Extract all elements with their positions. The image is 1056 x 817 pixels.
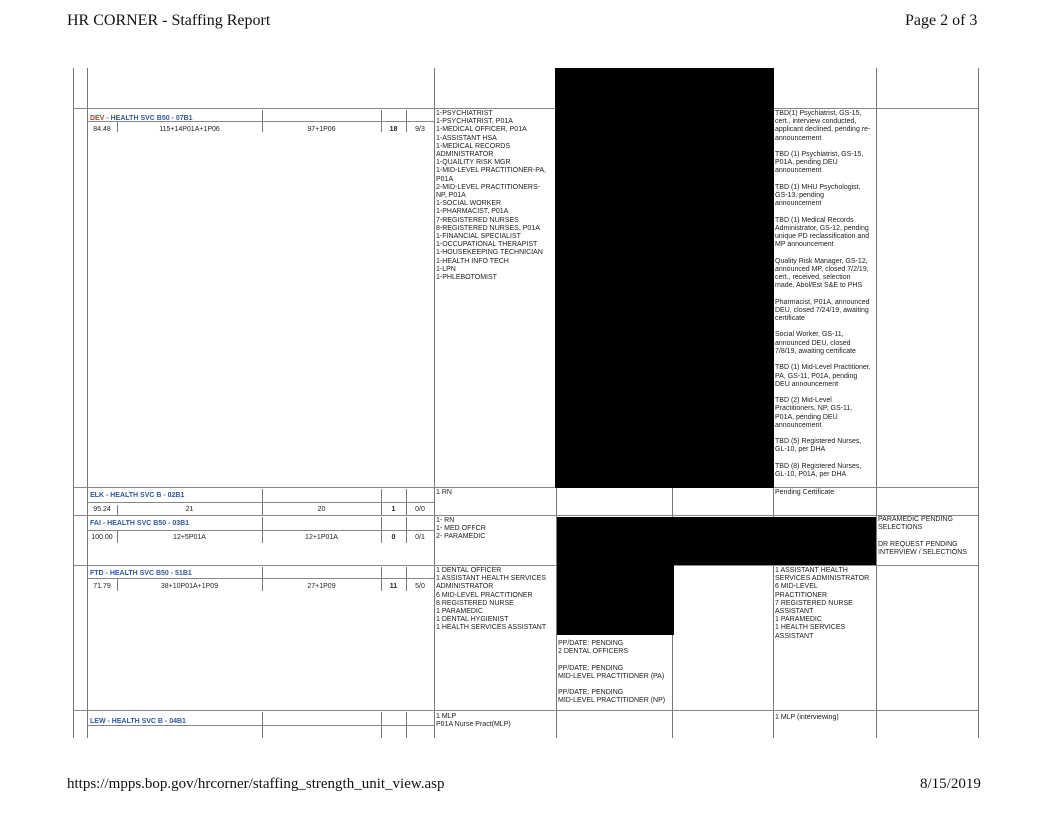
page-number: Page 2 of 3 <box>905 12 978 29</box>
row-line <box>73 710 978 711</box>
positions-list: 1-PSYCHIATRIST 1-PSYCHIATRIST, P01A 1-MEDICAL OFFICER, P01A 1-ASSISTANT HSA 1-MEDICAL RECORDS ADMINISTRATOR 1-QUAILITY RISK MGR 1-MID-LEVEL PRACTITIONER-PA, P01A 2-MID-LEVEL PRACTITIONERS- NP, P01A 1-SOCIAL WORKER 1-PHARMACIST, P01A 7-REGISTERED NURSES 8-REGISTERED NURSES, P01A 1-FINANCIAL SPECIALIST 1-OCCUPATIONAL THERAPIST 1-HOUSEKEEPING TECHNICIAN 1-HEALTH INFO TECH 1-LPN 1-PHLEBOTOMIST <box>436 110 547 282</box>
cell-value: 115+14P01A+1P06 <box>159 126 220 133</box>
unit-name: ELK - HEALTH SVC B - 02B1 <box>90 492 185 499</box>
cell-value: 21 <box>185 506 194 513</box>
footer-date: 8/15/2019 <box>920 776 981 792</box>
row-line <box>73 108 978 109</box>
positions-list: 1- RN 1- MED OFFCR 2- PARAMEDIC <box>436 517 486 541</box>
col-line <box>876 68 877 738</box>
cell-value: 1 <box>391 506 396 513</box>
positions-list: 1 DENTAL OFFICER 1 ASSISTANT HEALTH SERVICES ADMINISTRATOR 6 MID-LEVEL PRACTITIONER 8 REGISTERED NURSE 1 PARAMEDIC 1 DENTAL HYGIENIST 1 HEALTH SERVICES ASSISTANT <box>436 567 547 632</box>
footer-url: https://mpps.bop.gov/hrcorner/staffing_strength_unit_view.asp <box>67 776 445 792</box>
col-line <box>73 68 74 738</box>
cell-value: 100.00 <box>91 534 113 541</box>
cell-value: 0/1 <box>415 534 425 541</box>
row-line <box>73 565 978 566</box>
cell-value: 27+1P09 <box>307 583 336 590</box>
status-text: 1 ASSISTANT HEALTH SERVICES ADMINISTRATOR 6 MID-LEVEL PRACTITIONER 7 REGISTERED NURSE ASSISTANT 1 PARAMEDIC 1 HEALTH SERVICES ASSISTANT <box>775 567 870 640</box>
cell-value: 11 <box>389 583 398 590</box>
unit-name: FAI - HEALTH SVC B50 - 03B1 <box>90 520 190 527</box>
unit-name: LEW - HEALTH SVC B - 04B1 <box>90 718 186 725</box>
notes-text: PARAMEDIC PENDING SELECTIONS DR REQUEST PENDING INTERVIEW / SELECTIONS <box>878 516 967 556</box>
positions-list: 1 RN <box>436 489 452 496</box>
cell-value: 12+1P01A <box>305 534 338 541</box>
col-line <box>434 68 435 738</box>
row-line <box>87 530 434 531</box>
cell-value: 0/0 <box>415 506 425 513</box>
row-line <box>87 578 434 579</box>
cell-value: 38+10P01A+1P09 <box>160 583 219 590</box>
redaction-block <box>557 517 876 565</box>
row-line <box>87 502 434 503</box>
cell-value: 9/3 <box>415 126 425 133</box>
cell-value: 12+5P01A <box>173 534 206 541</box>
cell-value: 95.24 <box>93 506 111 513</box>
col-line <box>87 68 88 738</box>
row-line <box>73 487 978 488</box>
unit-name: FTD - HEALTH SVC B50 - 51B1 <box>90 570 192 577</box>
cell-value: 97+1P06 <box>307 126 336 133</box>
redaction-block <box>555 68 774 488</box>
report-title: HR CORNER - Staffing Report <box>67 12 271 29</box>
cell-value: 84.48 <box>93 126 111 133</box>
cell-value: 18 <box>389 126 398 133</box>
status-text: 1 MLP (interviewing) <box>775 714 839 721</box>
row-line <box>87 725 434 726</box>
unit-name: DEV - HEALTH SVC B50 - 07B1 <box>90 115 193 122</box>
redaction-block <box>557 565 674 635</box>
col-line <box>978 68 979 738</box>
status-text: Pending Certificate <box>775 489 835 496</box>
cell-value: 5/0 <box>415 583 425 590</box>
cell-value: 0 <box>391 534 396 541</box>
status-text: TBD(1) Psychiatrist, GS-15, cert., interview conducted, applicant declined, pending re- announcement TBD (1) Psychiatrist, GS-15, P01A, pending DEU announcement TBD (1) MHU Psychologist, GS-13, pending announcement TBD (1) Medical Records Administrator, GS-12, pending unique PD reclassification and MP announcement Quality Risk Manager, GS-12, announced MP, closed 7/2/19, cert., received, selection made, Abol/Est S&E to PHS Pharmacist, P01A, announced DEU, closed 7/24/19, awaiting certificate Social Worker, GS-11, announced DEU, closed 7/8/19, awaiting certificate TBD (1) Mid-Level Practitioner, PA, GS-11, P01A, pending DEU announcement TBD (2) Mid-Level Practitioners, NP, GS-11, P01A, pending DEU announcement TBD (5) Registered Nurses, GL-10, per DHA TBD (8) Registered Nurses, GL-10, P01A, per DHA <box>775 110 871 478</box>
pp-date-text: PP/DATE: PENDING 2 DENTAL OFFICERS PP/DATE: PENDING MID-LEVEL PRACTITIONER (PA) PP/DATE: PENDING MID-LEVEL PRACTITIONER (NP) <box>558 640 666 705</box>
cell-value: 20 <box>317 506 326 513</box>
row-line <box>73 515 978 516</box>
positions-list: 1 MLP P01A Nurse Pract(MLP) <box>436 713 511 729</box>
cell-value: 71.79 <box>93 583 111 590</box>
